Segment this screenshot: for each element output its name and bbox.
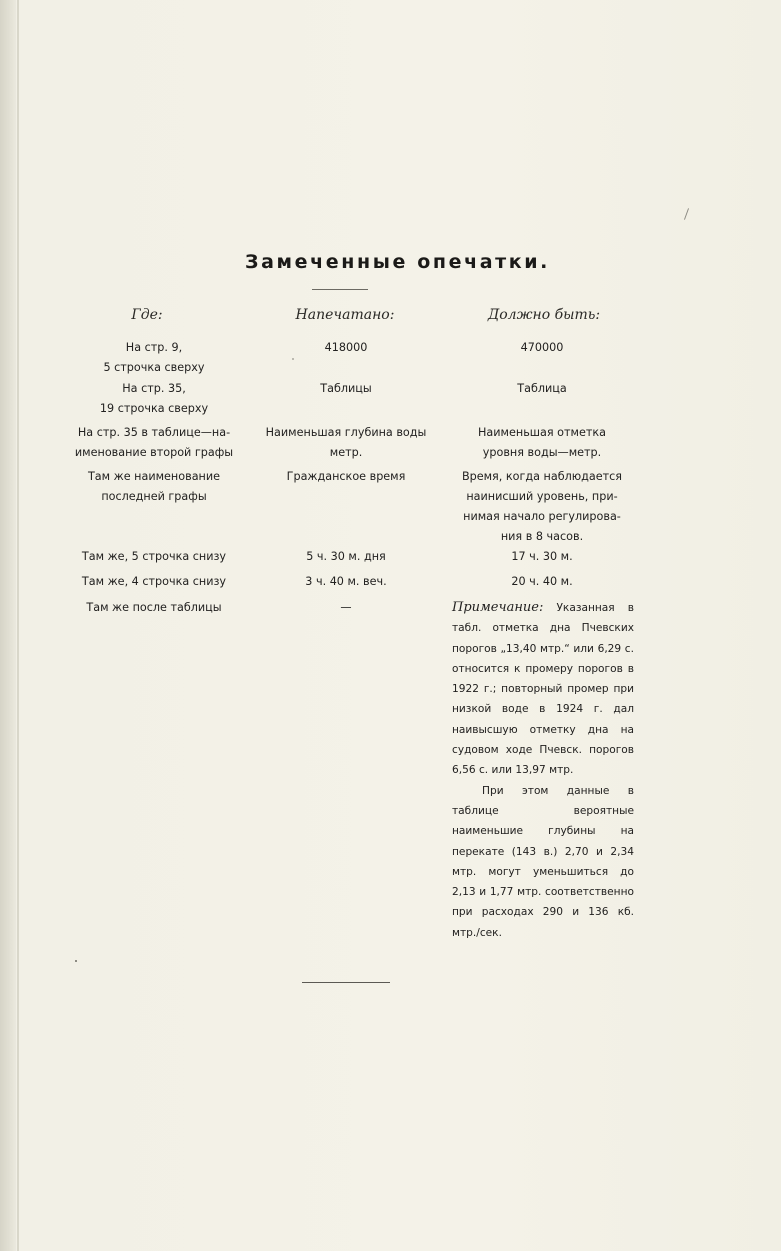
- paper-speck: [292, 358, 294, 360]
- row-1-printed: 418000: [324, 341, 368, 354]
- header-where: Где:: [131, 307, 163, 323]
- header-printed: Напечатано:: [295, 307, 395, 323]
- row-6-where: Там же, 4 строчка снизу: [81, 575, 227, 588]
- row-4-printed: Гражданское время: [286, 470, 406, 483]
- note-paragraph-1: Указанная в табл. отметка дна Пчевских порогов „13,40 мтр.“ или 6,29 с. относится к промеру порогов в 1922 г.; повторный промер при низкой воде в 1924 г. дал наивысшую отметку дна на судовом ходе Пчевск. порогов 6,56 с. или 13,97 мтр.: [452, 602, 634, 777]
- row-4-where: Там же наименование последней графы: [87, 470, 221, 503]
- note-paragraph-2: При этом данные в таблице вероятные наименьшие глубины на перекате (143 в.) 2,70 и 2,34 мтр. могут уменьшиться до 2,13 и 1,77 мтр. соответственно при расходах 290 и 136 кб. мтр./сек.: [452, 784, 634, 939]
- note-block: [452, 598, 634, 943]
- row-5-printed: 5 ч. 30 м. дня: [306, 550, 386, 563]
- pencil-mark: [684, 208, 689, 220]
- row-3-where: На стр. 35 в таблице—на- именование второй графы: [74, 426, 234, 459]
- row-3-printed: Наименьшая глубина воды метр.: [265, 426, 427, 459]
- row-1-where: На стр. 9, 5 строчка сверху: [103, 341, 205, 374]
- page-title: Замеченные опечатки.: [245, 251, 550, 273]
- row-1-should-be: 470000: [520, 341, 564, 354]
- row-5-should-be: 17 ч. 30 м.: [511, 550, 573, 563]
- page-spine-shadow: [17, 0, 19, 1251]
- row-7-printed: —: [340, 601, 352, 614]
- row-7-where: Там же после таблицы: [86, 601, 222, 614]
- row-2-printed: Таблицы: [320, 382, 372, 395]
- row-2-where: На стр. 35, 19 строчка сверху: [99, 382, 209, 415]
- title-rule: [312, 289, 368, 290]
- row-6-printed: 3 ч. 40 м. веч.: [305, 575, 387, 588]
- row-6-should-be: 20 ч. 40 м.: [511, 575, 573, 588]
- paper-speck: [75, 960, 77, 962]
- row-5-where: Там же, 5 строчка снизу: [81, 550, 227, 563]
- row-2-should-be: Таблица: [517, 382, 567, 395]
- closing-rule: [302, 982, 390, 983]
- row-3-should-be: Наименьшая отметка уровня воды—метр.: [478, 426, 606, 459]
- note-label: Примечание:: [452, 600, 544, 615]
- row-4-should-be: Время, когда наблюдается наинисший уровень, при- нимая начало регулирова- ния в 8 часов.: [461, 470, 623, 543]
- header-should-be: Должно быть:: [487, 307, 601, 323]
- page-spine-edge: [0, 0, 16, 1251]
